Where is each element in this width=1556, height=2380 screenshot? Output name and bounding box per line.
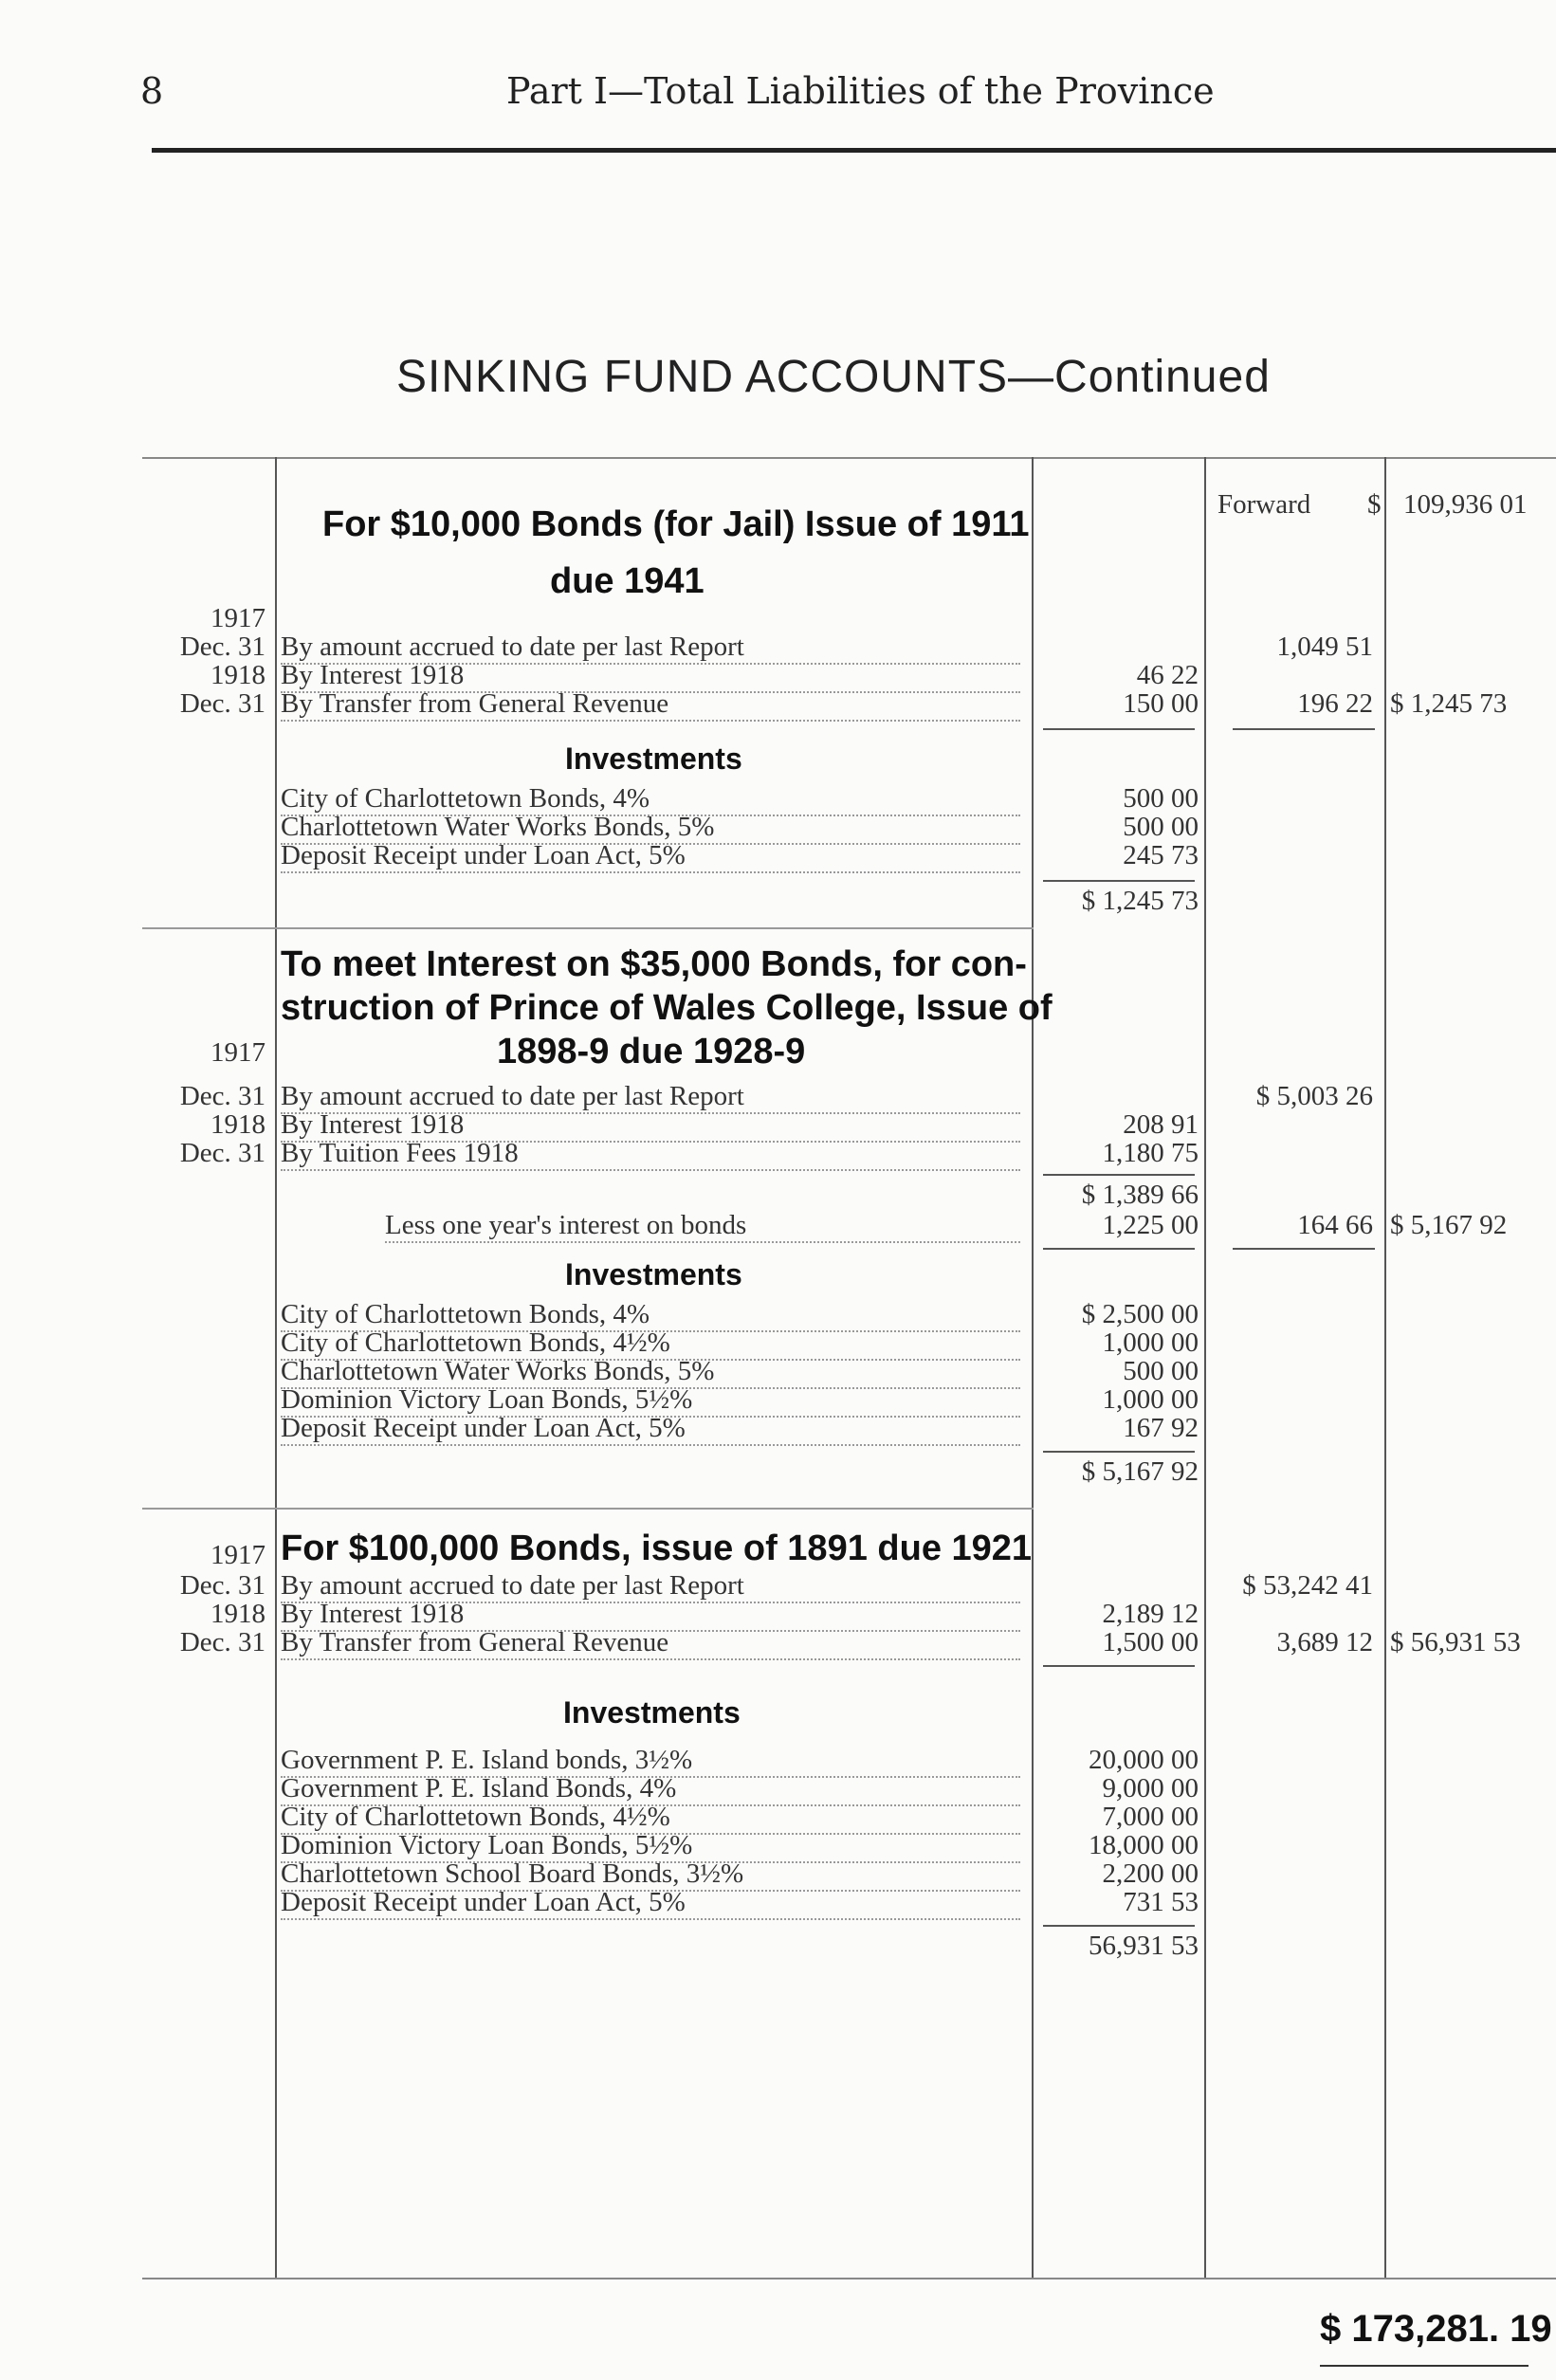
investment-label: City of Charlottetown Bonds, 4% bbox=[281, 1299, 1020, 1332]
ledger-row-amount: 3,689 12 bbox=[1276, 1627, 1373, 1657]
section-total: $ 5,167 92 bbox=[1390, 1210, 1508, 1240]
investment-amount: 500 00 bbox=[1123, 812, 1199, 842]
header-rule bbox=[152, 148, 1556, 153]
date-year: 1918 bbox=[211, 1109, 265, 1140]
investment-label: Government P. E. Island bonds, 3½% bbox=[281, 1745, 1020, 1778]
investment-amount: 245 73 bbox=[1123, 840, 1199, 870]
ledger-row-amount: 150 00 bbox=[1123, 688, 1199, 719]
section-divider bbox=[142, 1508, 1034, 1510]
sum-rule bbox=[1043, 1174, 1195, 1176]
sum-rule bbox=[1233, 1248, 1375, 1250]
investment-amount: 9,000 00 bbox=[1102, 1773, 1199, 1803]
investments-heading: Investments bbox=[563, 1695, 741, 1730]
section-heading: For $100,000 Bonds, issue of 1891 due 1921 bbox=[281, 1529, 1033, 1568]
section-heading-line3: 1898-9 due 1928-9 bbox=[497, 1032, 806, 1071]
investments-total: $ 5,167 92 bbox=[1081, 1456, 1199, 1487]
ledger-row-label: By Transfer from General Revenue bbox=[281, 688, 1020, 722]
ledger-row-label: By Interest 1918 bbox=[281, 1109, 1020, 1143]
investment-label: Government P. E. Island Bonds, 4% bbox=[281, 1773, 1020, 1806]
investment-label: Charlottetown Water Works Bonds, 5% bbox=[281, 812, 1020, 845]
investment-amount: 1,000 00 bbox=[1102, 1384, 1199, 1415]
investment-label: Charlottetown Water Works Bonds, 5% bbox=[281, 1356, 1020, 1389]
date-year: 1918 bbox=[211, 1599, 265, 1629]
date-year: 1918 bbox=[211, 660, 265, 690]
sum-rule bbox=[1043, 1248, 1195, 1250]
ledger-row-label: By Interest 1918 bbox=[281, 1599, 1020, 1632]
page-number: 8 bbox=[140, 70, 164, 112]
section-divider bbox=[142, 927, 1034, 929]
investment-amount: 7,000 00 bbox=[1102, 1802, 1199, 1832]
sum-rule bbox=[1043, 1665, 1195, 1667]
date-year: 1917 bbox=[211, 603, 265, 633]
investment-label: Deposit Receipt under Loan Act, 5% bbox=[281, 1887, 1020, 1920]
investment-amount: 500 00 bbox=[1123, 1356, 1199, 1386]
date-day: Dec. 31 bbox=[179, 1138, 265, 1168]
investment-amount: $ 2,500 00 bbox=[1081, 1299, 1199, 1329]
date-day: Dec. 31 bbox=[179, 1570, 265, 1601]
date-day: Dec. 31 bbox=[179, 1627, 265, 1657]
investment-label: Deposit Receipt under Loan Act, 5% bbox=[281, 1413, 1020, 1446]
ledger-row-amount: $ 53,242 41 bbox=[1242, 1570, 1373, 1601]
page-title: SINKING FUND ACCOUNTS—Continued bbox=[396, 352, 1271, 402]
investment-label: Dominion Victory Loan Bonds, 5½% bbox=[281, 1384, 1020, 1418]
table-top-rule bbox=[142, 457, 1556, 459]
section-total: $ 1,245 73 bbox=[1390, 688, 1508, 719]
section-heading-line2: due 1941 bbox=[550, 561, 705, 601]
investments-total: 56,931 53 bbox=[1089, 1931, 1199, 1961]
ledger-row-label: By Interest 1918 bbox=[281, 660, 1020, 693]
ledger-row-label: By amount accrued to date per last Report bbox=[281, 632, 1020, 665]
ledger-subtotal: $ 1,389 66 bbox=[1081, 1180, 1199, 1210]
sum-rule bbox=[1043, 880, 1195, 882]
ledger-row-label: By amount accrued to date per last Report bbox=[281, 1570, 1020, 1603]
col-rule-amount1 bbox=[1032, 457, 1034, 2278]
section-heading: For $10,000 Bonds (for Jail) Issue of 1911 bbox=[322, 504, 1030, 544]
investment-label: Charlottetown School Board Bonds, 3½% bbox=[281, 1858, 1020, 1892]
investment-amount: 731 53 bbox=[1123, 1887, 1199, 1917]
investment-amount: 20,000 00 bbox=[1089, 1745, 1199, 1775]
ledger-row-amount: 164 66 bbox=[1297, 1210, 1373, 1240]
col-rule-total bbox=[1384, 457, 1386, 2278]
date-year: 1917 bbox=[211, 1540, 265, 1570]
less-interest-amount: 1,225 00 bbox=[1102, 1210, 1199, 1240]
investments-heading: Investments bbox=[565, 1257, 742, 1291]
section-total: $ 56,931 53 bbox=[1390, 1627, 1521, 1657]
running-title: Part I—Total Liabilities of the Province bbox=[506, 70, 1215, 112]
investment-label: Deposit Receipt under Loan Act, 5% bbox=[281, 840, 1020, 873]
ledger-row-amount: 46 22 bbox=[1136, 660, 1199, 690]
investment-label: Dominion Victory Loan Bonds, 5½% bbox=[281, 1830, 1020, 1863]
investment-label: City of Charlottetown Bonds, 4½% bbox=[281, 1327, 1020, 1361]
date-day: Dec. 31 bbox=[179, 1081, 265, 1111]
col-rule-amount2 bbox=[1204, 457, 1206, 2278]
ledger-row-amount: 2,189 12 bbox=[1102, 1599, 1199, 1629]
investment-amount: 18,000 00 bbox=[1089, 1830, 1199, 1860]
sum-rule bbox=[1043, 1925, 1195, 1927]
ledger-row-amount: $ 5,003 26 bbox=[1255, 1081, 1373, 1111]
table-bottom-rule bbox=[142, 2278, 1556, 2279]
investments-total: $ 1,245 73 bbox=[1081, 886, 1199, 916]
date-day: Dec. 31 bbox=[179, 688, 265, 719]
investments-heading: Investments bbox=[565, 741, 742, 776]
forward-amount: 109,936 01 bbox=[1403, 489, 1528, 520]
investment-amount: 2,200 00 bbox=[1102, 1858, 1199, 1889]
section-heading-line2: struction of Prince of Wales College, Issue of bbox=[281, 988, 1053, 1028]
date-day: Dec. 31 bbox=[179, 632, 265, 662]
ledger-row-amount: 208 91 bbox=[1123, 1109, 1199, 1140]
forward-label: Forward bbox=[1217, 489, 1311, 520]
sum-rule bbox=[1043, 728, 1195, 730]
sum-rule bbox=[1043, 1451, 1195, 1453]
ledger-row-amount: 1,500 00 bbox=[1102, 1627, 1199, 1657]
investment-label: City of Charlottetown Bonds, 4½% bbox=[281, 1802, 1020, 1835]
ledger-row-amount: 196 22 bbox=[1297, 688, 1373, 719]
ledger-row-amount: 1,180 75 bbox=[1102, 1138, 1199, 1168]
grand-total-underline bbox=[1320, 2365, 1529, 2367]
investment-amount: 1,000 00 bbox=[1102, 1327, 1199, 1358]
ledger-row-label: By Tuition Fees 1918 bbox=[281, 1138, 1020, 1171]
ledger-row-amount: 1,049 51 bbox=[1276, 632, 1373, 662]
investment-amount: 167 92 bbox=[1123, 1413, 1199, 1443]
section-heading: To meet Interest on $35,000 Bonds, for con- bbox=[281, 944, 1027, 984]
ledger-row-label: By amount accrued to date per last Report bbox=[281, 1081, 1020, 1114]
date-year: 1917 bbox=[211, 1037, 265, 1068]
less-interest-label: Less one year's interest on bonds bbox=[385, 1210, 1020, 1243]
forward-dollar: $ bbox=[1367, 489, 1382, 520]
grand-total: $ 173,281. 19 bbox=[1320, 2308, 1552, 2350]
ledger-row-label: By Transfer from General Revenue bbox=[281, 1627, 1020, 1660]
sum-rule bbox=[1233, 728, 1375, 730]
col-rule-label bbox=[275, 457, 277, 2278]
investment-label: City of Charlottetown Bonds, 4% bbox=[281, 783, 1020, 816]
investment-amount: 500 00 bbox=[1123, 783, 1199, 814]
